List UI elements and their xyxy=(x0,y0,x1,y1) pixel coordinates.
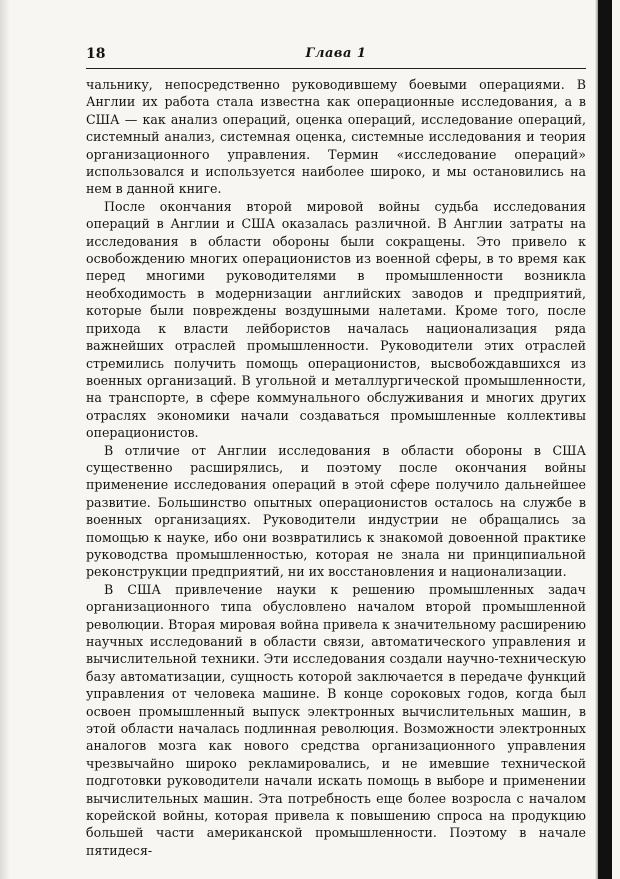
page-number: 18 xyxy=(86,46,106,62)
paragraph-2: После окончания второй мировой войны судьба исследования операций в Англии и США оказалась различной. В Англии затраты на исследования в области обороны были сокращены. Это привело к освобождению многих операционистов из военной сферы, в то время как перед многими руководителями в промышленности возникла необходимость в модернизации английских заводов и предприятий, которые были повреждены воздушными налетами. Кроме того, после прихода к власти лейбористов началась национализация ряда важнейших отраслей промышленности. Руководители этих отраслей стремились получить помощь операционистов, высвобождавшихся из военных организаций. В угольной и металлургической промышленности, на транспорте, в сфере коммунального обслуживания и многих других отраслях экономики начали создаваться промышленные коллективы операционистов. xyxy=(86,198,586,441)
paragraph-3: В отличие от Англии исследования в области обороны в США существенно расширялись, и поэтому после окончания войны применение исследования операций в этой сфере получило дальнейшее развитие. Большинство опытных операционистов осталось на службе в военных организациях. Руководители индустрии не обращались за помощью к науке, ибо они возвратились к знакомой довоенной практике руководства промышленностью, которая не знала ни принципиальной реконструкции предприятий, ни их восстановления и национализации. xyxy=(86,442,586,580)
page-header xyxy=(86,46,586,68)
running-title: Глава 1 xyxy=(305,46,367,61)
body-text xyxy=(86,76,586,859)
paragraph-4: В США привлечение науки к решению промышленных задач организационного типа обусловлено началом второй промышленной революции. Вторая мировая война привела к значительному расширению научных исследований в области связи, автоматического управления и вычислительной техники. Эти исследования создали научно-техническую базу автоматизации, сущность которой заключается в передаче функций управления от человека машине. В конце сороковых годов, когда был освоен промышленный выпуск электронных вычислительных машин, в этой области началась подлинная революция. Возможности электронных аналогов мозга как нового средства организационного управления чрезвычайно широко рекламировались, и не имевшие технической подготовки руководители начали искать помощь в выборе и применении вычислительных машин. Эта потребность еще более возросла с началом корейской войны, которая привела к повышению спроса на продукцию большей части американской промышленности. Поэтому в начале пятидеся- xyxy=(86,581,586,858)
page-left-shadow xyxy=(0,0,10,879)
binding-edge xyxy=(598,0,612,879)
header-rule xyxy=(86,68,586,69)
paragraph-1: чальнику, непосредственно руководившему боевыми операциями. В Англии их работа стала известна как операционные исследования, а в США — как анализ операций, оценка операций, исследование операций, системный анализ, системная оценка, системные исследования и теория организационного управления. Термин «исследование операций» использовался и используется наиболее широко, и мы остановились на нем в данной книге. xyxy=(86,77,586,197)
